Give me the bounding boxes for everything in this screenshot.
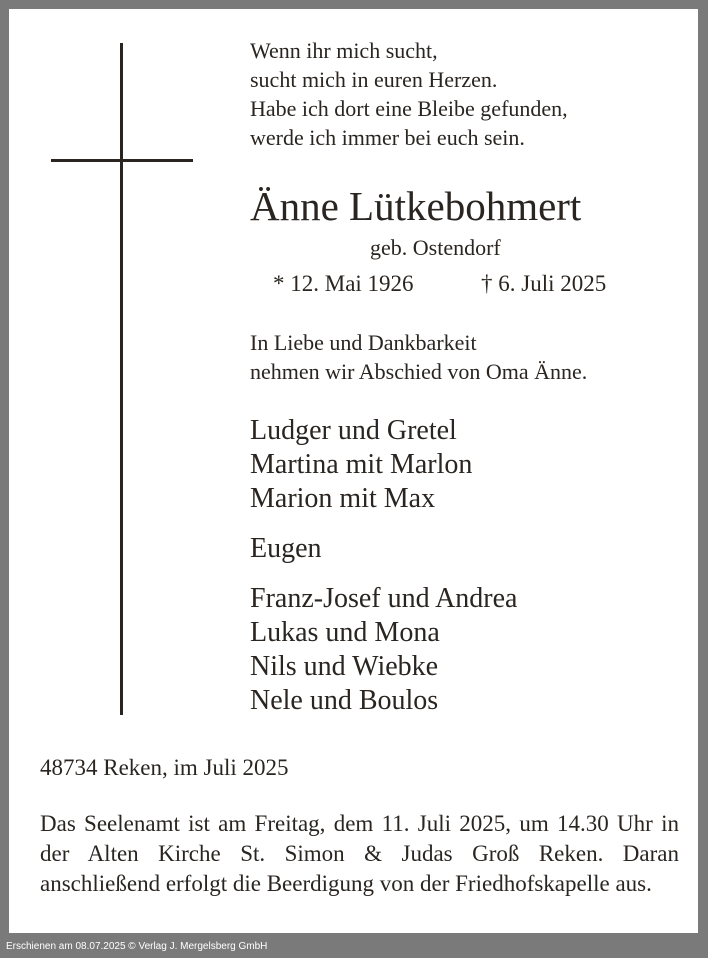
- mourner-line: Nils und Wiebke: [250, 651, 439, 682]
- poem: [250, 36, 568, 152]
- life-dates: [273, 270, 607, 298]
- cross-icon: [120, 43, 123, 715]
- place-date: 48734 Reken, im Juli 2025: [40, 755, 289, 780]
- mourner-line: Marion mit Max: [250, 483, 436, 514]
- obituary-card: [9, 9, 698, 933]
- poem-line: sucht mich in euren Herzen.: [250, 67, 498, 92]
- birth-date: * 12. Mai 1926: [273, 271, 414, 296]
- poem-line: Habe ich dort eine Bleibe gefunden,: [250, 96, 568, 121]
- farewell-line: In Liebe und Dankbarkeit: [250, 330, 477, 355]
- mourners-list: [250, 414, 517, 734]
- service-info: Das Seelenamt ist am Freitag, dem 11. Juli 2025, um 14.30 Uhr in der Alten Kirche St. Simon & Judas Groß Reken. Daran anschließend erfolgt die Beerdigung von der Friedhofskapelle aus.: [40, 811, 679, 896]
- poem-line: werde ich immer bei euch sein.: [250, 125, 525, 150]
- farewell-text: [250, 328, 587, 386]
- mourner-line: Nele und Boulos: [250, 685, 439, 716]
- publication-footer: Erschienen am 08.07.2025 © Verlag J. Mergelsberg GmbH: [6, 941, 268, 952]
- mourner-line: Martina mit Marlon: [250, 449, 473, 480]
- farewell-line: nehmen wir Abschied von Oma Änne.: [250, 359, 588, 384]
- cross-icon-bar: [51, 159, 193, 162]
- mourner-line: Eugen: [250, 533, 322, 564]
- mourner-line: Ludger und Gretel: [250, 415, 457, 446]
- mourner-group: [250, 582, 517, 718]
- maiden-name: geb. Ostendorf: [370, 235, 501, 260]
- deceased-name: Änne Lütkebohmert: [250, 183, 582, 229]
- death-date: † 6. Juli 2025: [481, 271, 607, 296]
- mourner-line: Lukas und Mona: [250, 617, 440, 648]
- mourner-group: [250, 414, 517, 516]
- poem-line: Wenn ihr mich sucht,: [250, 38, 438, 63]
- mourner-group: [250, 532, 517, 566]
- mourner-line: Franz-Josef und Andrea: [250, 583, 518, 614]
